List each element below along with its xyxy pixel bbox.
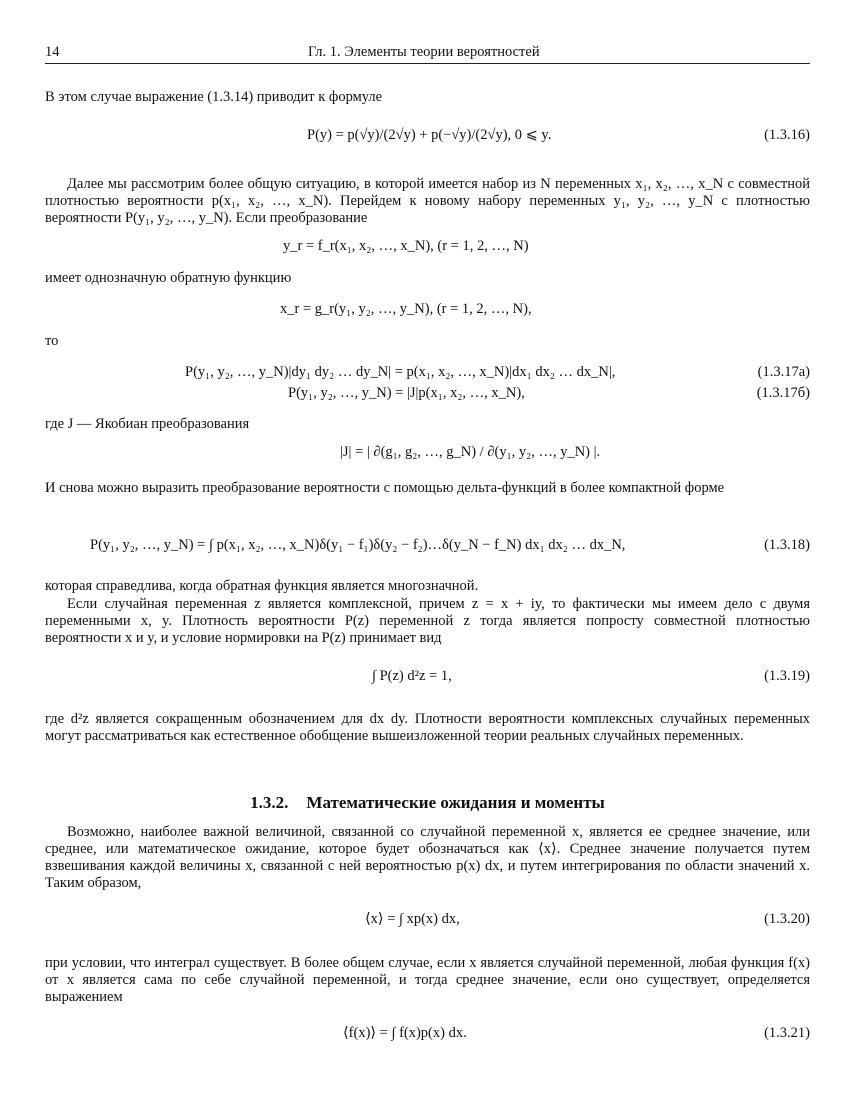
paragraph-6: И снова можно выразить преобразование вероятности с помощью дельта-функций в более компактной форме [45, 480, 725, 496]
section-title: Математические ожидания и моменты [306, 793, 605, 812]
document-page [45, 0, 810, 1100]
paragraph-8: Если случайная переменная z является комплексной, причем z = x + iy, то фактически мы имеем дело с двумя переменными x, y. Плотность вероятности P(z) переменной z тогда является попросту совместной плотностью вероятности x и y, и условие нормировки на P(z) принимает вид [45, 596, 810, 646]
paragraph-9: где d²z является сокращенным обозначением для dx dy. Плотности вероятности комплексных случайных переменных могут рассматриваться как естественное обобщение вышеизложенной теории реальных случайных переменных. [45, 711, 810, 744]
running-title: Гл. 1. Элементы теории вероятностей [308, 44, 540, 60]
paragraph-3: имеет однозначную обратную функцию [45, 270, 292, 286]
equation-body: P(y₁, y₂, …, y_N) = ∫ p(x₁, x₂, …, x_N)δ(y₁ − f₁)δ(y₂ − f₂)…δ(y_N − f_N) dx₁ dx₂ … dx_N, [90, 537, 626, 553]
equation-transform [45, 238, 810, 266]
equation-number: (1.3.17а) [757, 364, 810, 380]
equation-1-3-19 [45, 668, 810, 696]
paragraph-2: Далее мы рассмотрим более общую ситуацию, в которой имеется набор из N переменных x₁, x₂, …, x_N с совместной плотностью вероятности p(x₁, x₂, …, x_N). Перейдем к новому набору переменных y₁, y₂, …, y_N с плотностью вероятности P(y₁, y₂, …, y_N). Если преобразование [45, 176, 810, 226]
equation-1-3-21 [45, 1025, 810, 1053]
equation-1-3-20 [45, 911, 810, 939]
paragraph-11: при условии, что интеграл существует. В более общем случае, если x является случайной переменной, любая функция f(x) от x является сама по себе случайной переменной, и тогда среднее значение, если оно существует, определяется выражением [45, 955, 810, 1005]
equation-inverse [45, 301, 810, 329]
paragraph-7: которая справедлива, когда обратная функция является многозначной. [45, 578, 479, 594]
equation-body: x_r = g_r(y₁, y₂, …, y_N), (r = 1, 2, …, N), [280, 301, 532, 317]
equation-body: P(y) = p(√y)/(2√y) + p(−√y)/(2√y), 0 ⩽ y. [307, 127, 552, 143]
running-header [45, 44, 810, 64]
equation-1-3-18 [45, 537, 810, 565]
page-number: 14 [45, 44, 60, 60]
paragraph-10: Возможно, наиболее важной величиной, связанной со случайной переменной x, является ее среднее значение, или среднее, или математическое ожидание, которое будет обозначаться как ⟨x⟩. Среднее значение получается путем взвешивания каждой величины x, связанной с ней вероятностью p(x) dx, и путем интегрирования по области значений x. Таким образом, [45, 824, 810, 891]
equation-number: (1.3.18) [764, 537, 810, 553]
paragraph-5: где J — Якобиан преобразования [45, 416, 250, 432]
paragraph-1: В этом случае выражение (1.3.14) приводит к формуле [45, 89, 383, 105]
section-number: 1.3.2. [250, 793, 289, 812]
equation-body: ⟨f(x)⟩ = ∫ f(x)p(x) dx. [343, 1025, 467, 1041]
equation-body: y_r = f_r(x₁, x₂, …, x_N), (r = 1, 2, …, N) [283, 238, 529, 254]
equation-body: ⟨x⟩ = ∫ xp(x) dx, [365, 911, 460, 927]
equation-number: (1.3.17б) [756, 385, 810, 401]
equation-body: P(y₁, y₂, …, y_N) = |J|p(x₁, x₂, …, x_N), [288, 385, 525, 401]
equation-jacobian [45, 444, 810, 472]
equation-body: ∫ P(z) d²z = 1, [372, 668, 452, 684]
equation-number: (1.3.20) [764, 911, 810, 927]
equation-number: (1.3.16) [764, 127, 810, 143]
equation-body: |J| = | ∂(g₁, g₂, …, g_N) / ∂(y₁, y₂, …, y_N) |. [340, 444, 601, 460]
paragraph-4: то [45, 333, 59, 349]
equation-body: P(y₁, y₂, …, y_N)|dy₁ dy₂ … dy_N| = p(x₁, x₂, …, x_N)|dx₁ dx₂ … dx_N|, [185, 364, 616, 380]
equation-1-3-17b [45, 385, 810, 413]
equation-number: (1.3.21) [764, 1025, 810, 1041]
section-heading [45, 794, 810, 811]
equation-number: (1.3.19) [764, 668, 810, 684]
equation-1-3-16 [45, 127, 810, 155]
